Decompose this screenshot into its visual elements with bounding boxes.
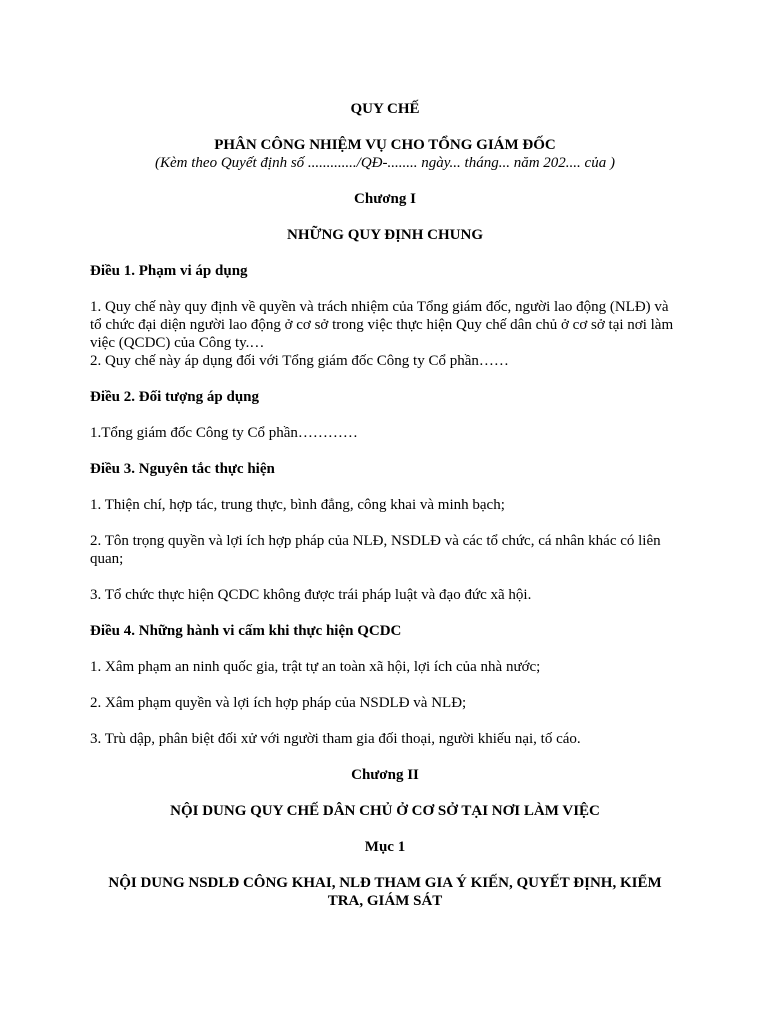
document-note: (Kèm theo Quyết định số ............./QĐ-........ ngày... tháng... năm 202.... của )	[155, 155, 615, 171]
article-2-clause-1: 1.Tổng giám đốc Công ty Cổ phần…………	[90, 425, 358, 441]
document-subtitle: PHÂN CÔNG NHIỆM VỤ CHO TỔNG GIÁM ĐỐC	[214, 137, 556, 153]
article-3-heading: Điều 3. Nguyên tắc thực hiện	[90, 461, 275, 477]
chapter-1-title: NHỮNG QUY ĐỊNH CHUNG	[287, 227, 483, 243]
chapter-2-label: Chương II	[351, 767, 419, 783]
article-1-heading: Điều 1. Phạm vi áp dụng	[90, 263, 248, 279]
article-1-clause-2: 2. Quy chế này áp dụng đối với Tổng giám đốc Công ty Cổ phần……	[90, 353, 509, 369]
article-4-heading: Điều 4. Những hành vi cấm khi thực hiện QCDC	[90, 623, 402, 639]
article-2-heading: Điều 2. Đối tượng áp dụng	[90, 389, 260, 405]
section-1-label: Mục 1	[364, 839, 406, 855]
article-3-clause-1: 1. Thiện chí, hợp tác, trung thực, bình đẳng, công khai và minh bạch;	[90, 497, 505, 513]
article-3-clause-2: 2. Tôn trọng quyền và lợi ích hợp pháp của NLĐ, NSDLĐ và các tổ chức, cá nhân khác có liên quan;	[90, 533, 661, 567]
article-4-clause-3: 3. Trù dập, phân biệt đối xử với người tham gia đối thoại, người khiếu nại, tố cáo.	[90, 731, 581, 747]
article-4-clause-1: 1. Xâm phạm an ninh quốc gia, trật tự an toàn xã hội, lợi ích của nhà nước;	[90, 659, 541, 675]
article-3-clause-3: 3. Tổ chức thực hiện QCDC không được trái pháp luật và đạo đức xã hội.	[90, 587, 532, 603]
section-1-title: NỘI DUNG NSDLĐ CÔNG KHAI, NLĐ THAM GIA Ý KIẾN, QUYẾT ĐỊNH, KIỂM TRA, GIÁM SÁT	[108, 875, 662, 909]
article-4-clause-2: 2. Xâm phạm quyền và lợi ích hợp pháp của NSDLĐ và NLĐ;	[90, 695, 467, 711]
document-title: QUY CHẾ	[350, 101, 420, 117]
chapter-1-label: Chương I	[354, 191, 416, 207]
chapter-2-title: NỘI DUNG QUY CHẾ DÂN CHỦ Ở CƠ SỞ TẠI NƠI LÀM VIỆC	[170, 803, 600, 819]
article-1-clause-1: 1. Quy chế này quy định về quyền và trách nhiệm của Tổng giám đốc, người lao động (NLĐ) và tổ chức đại diện người lao động ở cơ sở trong việc thực hiện Quy chế dân chủ ở cơ sở tại nơi làm việc (QCDC) của Công ty.…	[90, 299, 674, 351]
